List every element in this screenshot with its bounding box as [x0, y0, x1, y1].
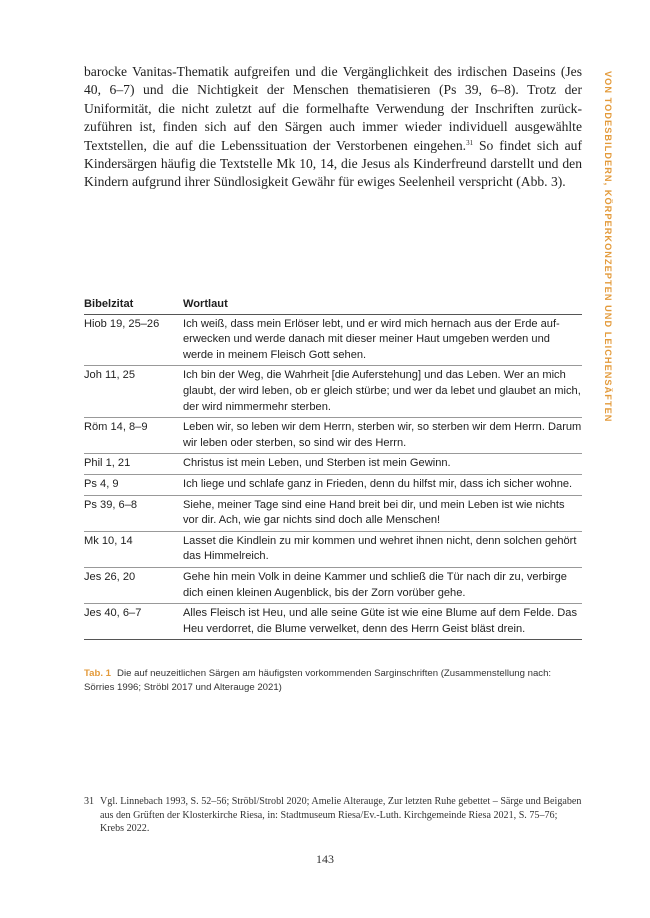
verse-text: Ich weiß, dass mein Erlöser lebt, und er wird mich hernach aus der Erde auferwecken und werde danach mit dieser meiner Haut umgeben werden und werde in meinem Fleisch Gott sehen.	[183, 314, 582, 366]
column-header-bibelzitat: Bibelzitat	[84, 294, 183, 314]
table-caption-text: Die auf neuzeitlichen Särgen am häufigsten vorkommenden Sarginschriften (Zusammenstellung nach: Sörries 1996; Ströbl 2017 und Alterauge 2021)	[84, 668, 552, 694]
verse-reference: Ps 39, 6–8	[84, 495, 183, 531]
table-row	[84, 418, 582, 454]
verse-reference: Hiob 19, 25–26	[84, 314, 183, 366]
page-number: 143	[316, 852, 334, 866]
footnote-number: 31	[84, 796, 95, 807]
body-paragraph	[84, 63, 582, 192]
footnote-text: Vgl. Linnebach 1993, S. 52–56; Ströbl/Strobl 2020; Amelie Alterauge, Zur letzten Ruhe gebettet – Särge und Beigaben aus den Grüften der Klosterkirche Riesa, in: Stadtmuseum Riesa/Ev.-Luth. Kirchgemeinde Riesa 2021, S. 75–76; Krebs 2022.	[100, 796, 582, 835]
verse-reference: Ps 4, 9	[84, 474, 183, 495]
body-text-part-2: So findet sich auf Kindersärgen häufig die Textstelle Mk 10, 14, die Jesus als Kinderfreund darstellt und den Kindern aufgrund ihrer Sündlosigkeit Gewähr für ewiges Seelenheil verspricht (Abb. 3).	[84, 137, 582, 190]
verse-reference: Röm 14, 8–9	[84, 418, 183, 454]
footnote	[84, 795, 582, 836]
table-row	[84, 495, 582, 531]
column-header-wortlaut: Wortlaut	[183, 294, 582, 314]
verse-reference: Mk 10, 14	[84, 531, 183, 567]
footnote-reference[interactable]: 31	[466, 138, 474, 147]
verse-reference: Joh 11, 25	[84, 366, 183, 418]
verse-text: Leben wir, so leben wir dem Herrn, sterben wir, so sterben wir dem Herrn. Darum wir leben oder sterben, so sind wir des Herrn.	[183, 418, 582, 454]
table-row	[84, 474, 582, 495]
table-caption-label: Tab. 1	[84, 668, 112, 679]
verse-text: Siehe, meiner Tage sind eine Hand breit bei dir, und mein Leben ist wie nichts vor dir. Ach, wie gar nichts sind doch alle Menschen!	[183, 495, 582, 531]
verse-text: Gehe hin mein Volk in deine Kammer und schließ die Tür nach dir zu, verbirge dich einen kleinen Augenblick, bis der Zorn vorüber gehe.	[183, 567, 582, 603]
table-row	[84, 567, 582, 603]
verse-text: Ich liege und schlafe ganz in Frieden, denn du hilfst mir, dass ich sicher wohne.	[183, 474, 582, 495]
table-row	[84, 604, 582, 640]
table-header-row	[84, 294, 582, 314]
bible-verses-table	[84, 294, 582, 640]
verse-reference: Phil 1, 21	[84, 454, 183, 475]
verse-text: Alles Fleisch ist Heu, und alle seine Güte ist wie eine Blume auf dem Felde. Das Heu verdorret, die Blume verwelket, denn des Herrn Geist bläst drein.	[183, 604, 582, 640]
table-caption	[84, 667, 582, 696]
body-text-part-1: barocke Vanitas-Thematik aufgreifen und die Vergänglichkeit des irdischen Daseins (Jes 40, 6–7) und die Nichtigkeit der Menschen thematisieren (Ps 39, 6–8). Trotz der Uniformität, die nicht zuletzt auf die formelhafte Verwendung der Inschriften zurückzuführen ist, finden sich auf den Särgen auch immer wieder individuell ausgewählte Textstellen, die auf die Lebenssituation der Verstorbenen eingehen.	[84, 64, 582, 153]
verse-text: Lasset die Kindlein zu mir kommen und wehret ihnen nicht, denn solchen gehört das Himmelreich.	[183, 531, 582, 567]
table-row	[84, 366, 582, 418]
running-side-title: VON TODESBILDERN, KÖRPERKONZEPTEN UND LEICHENSÄFTEN	[603, 71, 613, 423]
verse-reference: Jes 40, 6–7	[84, 604, 183, 640]
verse-reference: Jes 26, 20	[84, 567, 183, 603]
verse-text: Christus ist mein Leben, und Sterben ist mein Gewinn.	[183, 454, 582, 475]
table-row	[84, 454, 582, 475]
table-row	[84, 531, 582, 567]
verse-text: Ich bin der Weg, die Wahrheit [die Auferstehung] und das Leben. Wer an mich glaubt, der wird leben, ob er gleich stürbe; und wer da lebet und glaubet an mich, der wird nimmermehr sterben.	[183, 366, 582, 418]
table-row	[84, 314, 582, 366]
